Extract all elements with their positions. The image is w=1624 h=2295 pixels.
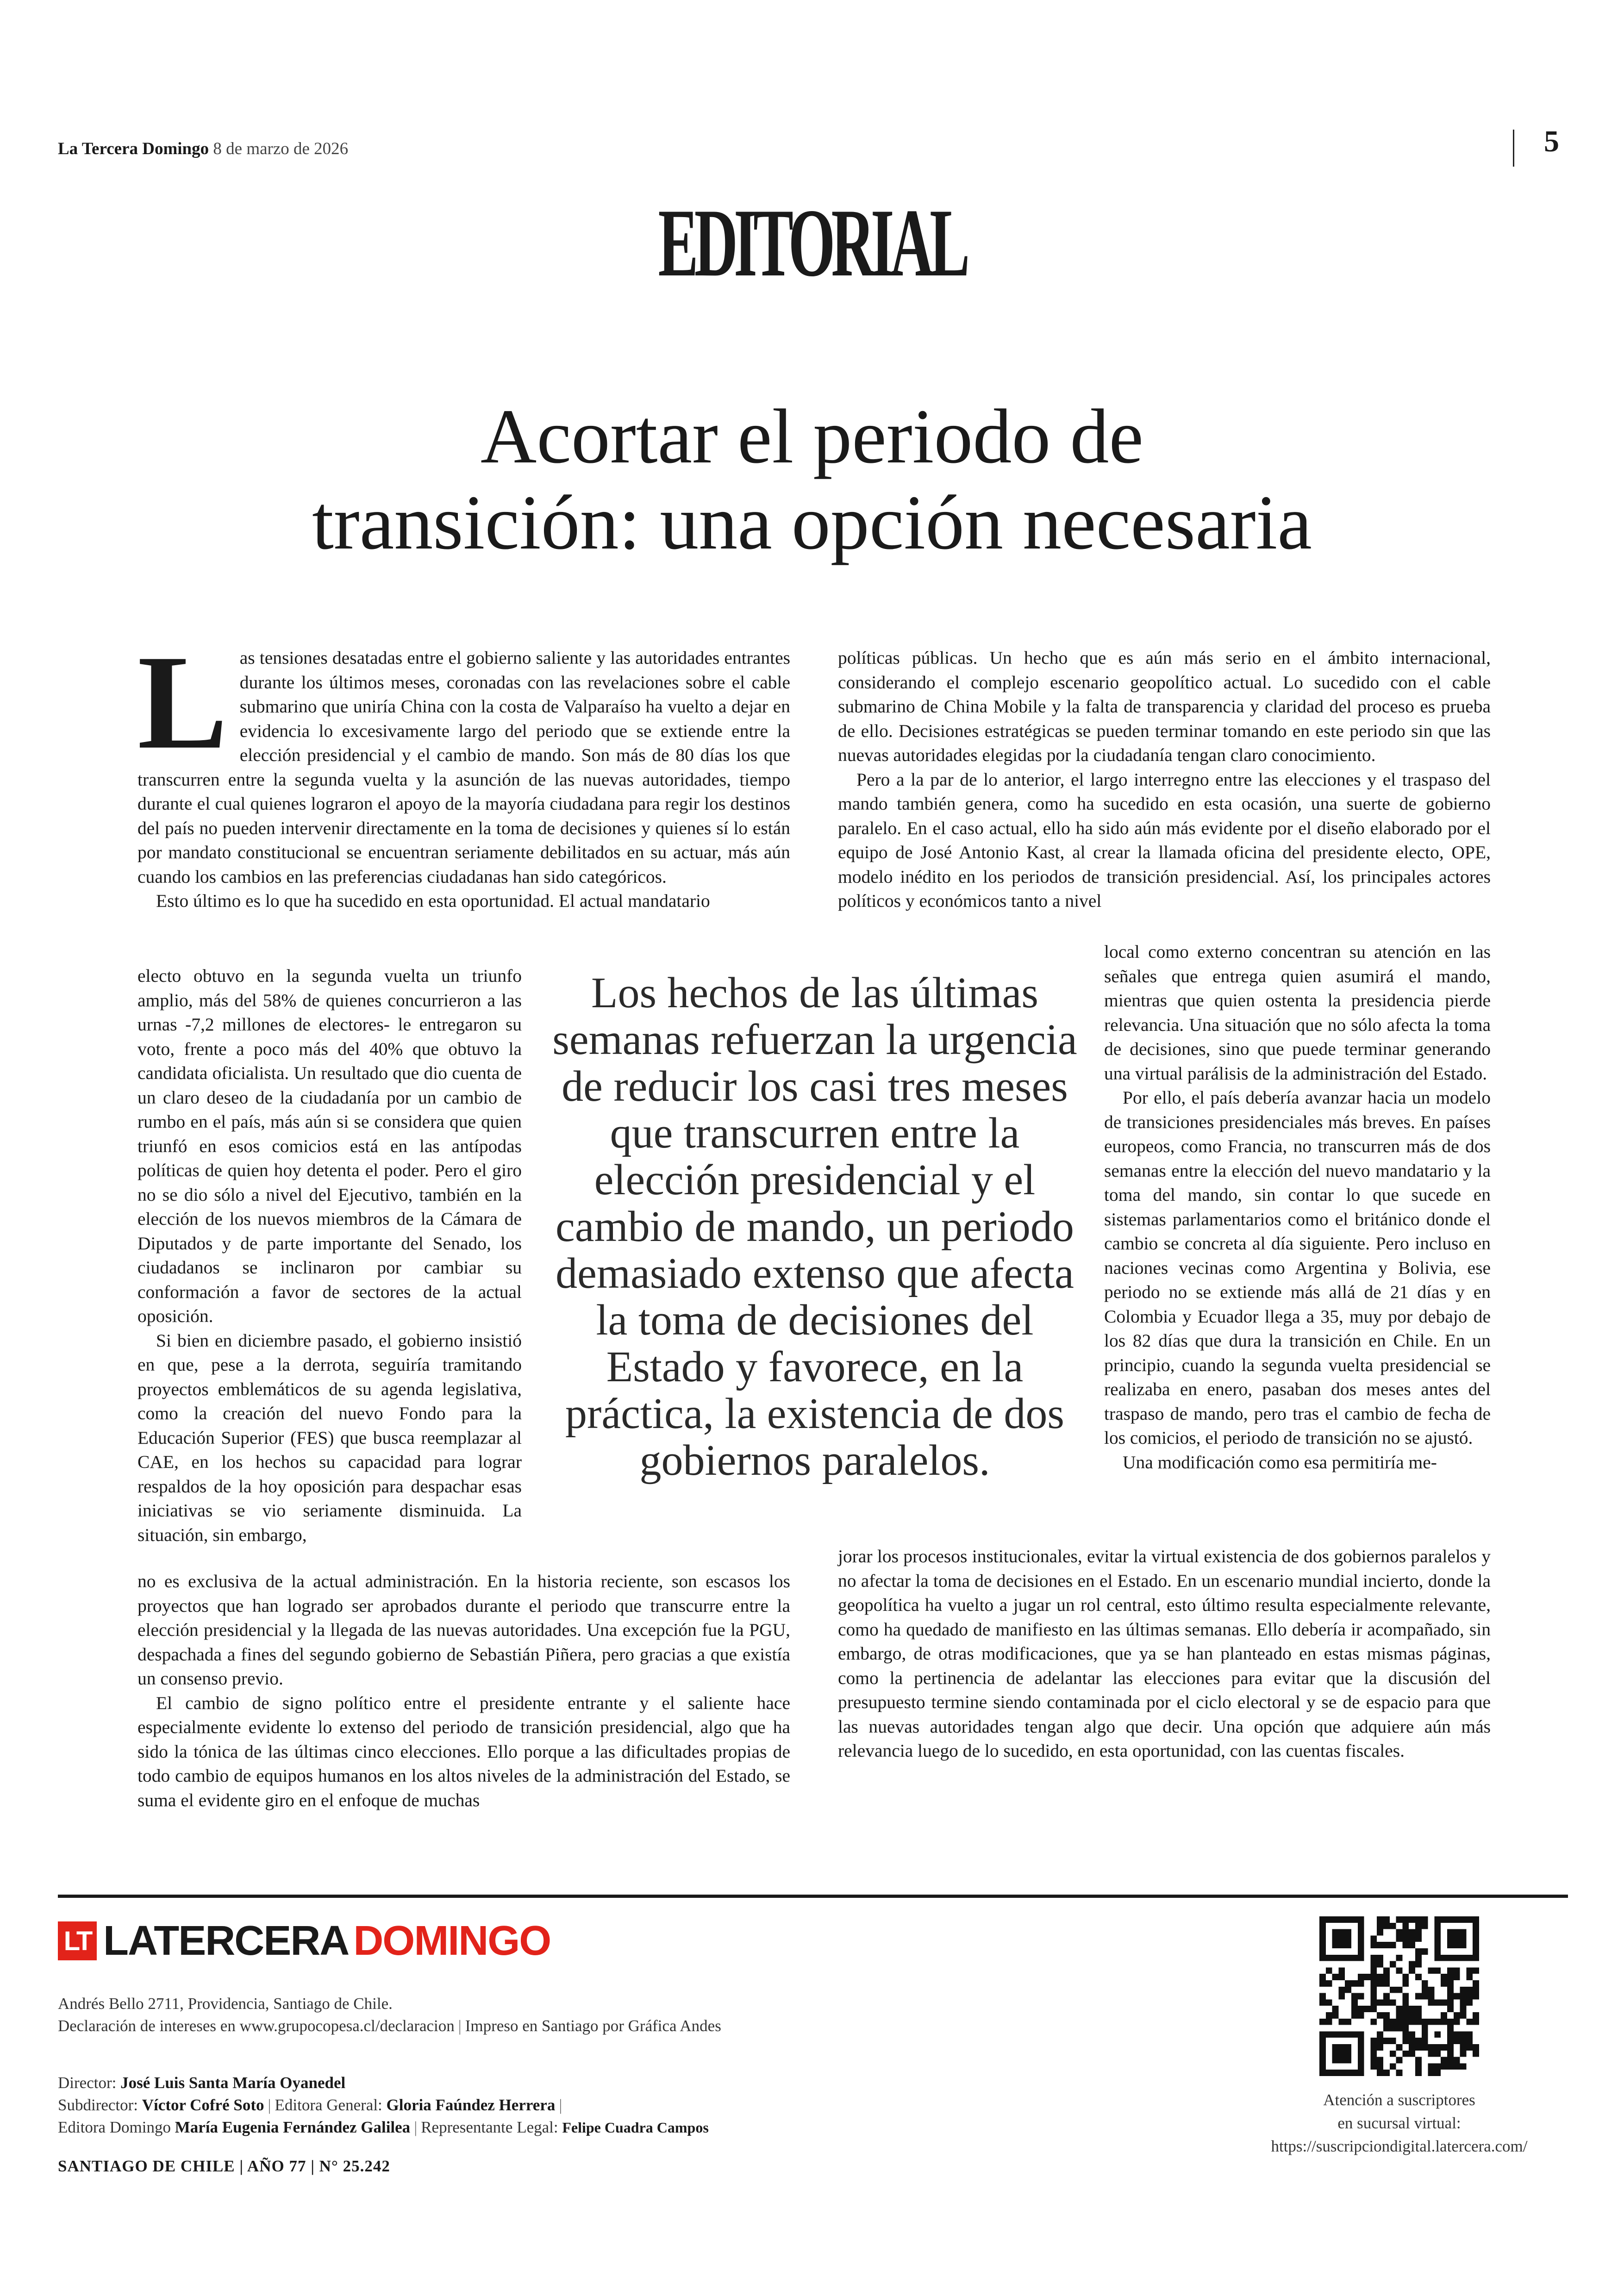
paragraph-1: Las tensiones desatadas entre el gobierno saliente y las autoridades entrantes durante los últimos meses, coronadas con las revelaciones sobre el cable submarino que uniría China con la costa de Valparaíso ha vuelto a dejar en evidencia lo excesivamente largo del periodo que se extiende entre la elección presidencial y el cambio de mando. Son más de 80 días los que transcurren entre la segunda vuelta y la asunción de las nuevas autoridades, tiempo durante el cual quienes lograron el apoyo de la mayoría ciudadana para regir los destinos del país no pueden intervenir directamente en la toma de decisiones y quienes sí lo están por mandato constitucional se encuentran seriamente debilitados en su actuar, más aún cuando los cambios en las preferencias ciudadanas han sido categóricos. (137, 628, 790, 887)
paragraph-2: Esto último es lo que ha sucedido en esta oportunidad. El actual mandatario (156, 891, 710, 911)
subscriber-note-line-2: en sucursal virtual: (1337, 2114, 1461, 2132)
director-name: José Luis Santa María Oyanedel (120, 2074, 346, 2092)
editora-domingo-name: María Eugenia Fernández Galilea (175, 2118, 411, 2136)
article-headline (139, 393, 1485, 566)
imprint-staff-block (58, 2072, 709, 2139)
logo-edition: DOMINGO (353, 1917, 551, 1964)
article-column-right-bottom (838, 1544, 1491, 1763)
paragraph-3: Si bien en diciembre pasado, el gobierno insistió en que, pese a la derrota, seguiría tramitando proyectos emblemáticos de su agenda legislativa, como la creación del nuevo Fondo para la Educación Superior (FES) que busca reemplazar al CAE, en los hechos su capacidad para lograr respaldos de la hoy oposición para despachar esas iniciativas se vio seriamente disminuida. La situación, sin embargo, (137, 1330, 522, 1545)
editora-general-name: Gloria Faúndez Herrera (386, 2096, 556, 2114)
headline-line-2: transición: una opción necesaria (312, 480, 1312, 566)
footer-divider (58, 1895, 1568, 1898)
article-column-right-top (838, 646, 1491, 913)
declaration-line: Declaración de intereses en www.grupocopesa.cl/declaracion | Impreso en Santiago por Gráfica Andes (58, 2017, 721, 2035)
subscriber-note (1213, 2089, 1586, 2158)
logo-name: LATERCERA (103, 1917, 349, 1964)
representante-legal-name: Felipe Cuadra Campos (562, 2119, 709, 2136)
page-number: 5 (1544, 125, 1559, 158)
headline-line-1: Acortar el periodo de (480, 393, 1144, 480)
paragraph-2-continued: electo obtuvo en la segunda vuelta un triunfo amplio, más del 58% de quienes concurrieron a las urnas -7,2 millones de electores- le entregaron su voto, frente a poco más del 40% que obtuvo la candidata oficialista. Un resultado que dio cuenta de un claro deseo de la ciudadanía por un cambio de rumbo en el país, más aún si se considera que quien triunfó en esos comicios está en las antípodas políticas de quien hoy detenta el poder. Pero el giro no se dio sólo a nivel del Ejecutivo, también en la elección de los nuevos miembros de la Cámara de Diputados y de parte importante del Senado, los ciudadanos se inclinaron por cambiar su conformación a favor de sectores de la actual oposición. (137, 966, 522, 1326)
article-column-left-bottom (137, 1569, 790, 1812)
article-column-right-middle (1104, 940, 1491, 1474)
paragraph-7-continued: jorar los procesos institucionales, evitar la virtual existencia de dos gobiernos paralelos y no afectar la toma de decisiones en el Estado. En un escenario mundial incierto, donde la geopolítica ha vuelto a jugar un rol central, esto último resulta especialmente relevante, como ha quedado de manifiesto en las últimas semanas. Ello debería ir acompañado, sin embargo, de otras modificaciones, que ya se han planteado en estas mismas páginas, como la pertinencia de adelantar las elecciones para evitar que la discusión del presupuesto termine siendo contaminada por el ciclo electoral y se de espacio para que las nuevas autoridades tengan algo que decir. Una opción que adquiere aún más relevancia luego de lo sucedido, en esta oportunidad, con las cuentas fiscales. (838, 1546, 1491, 1761)
address: Andrés Bello 2711, Providencia, Santiago de Chile. (58, 1995, 393, 2013)
paragraph-5: Pero a la par de lo anterior, el largo interregno entre las elecciones y el traspaso del mando también genera, como ha sucedido en esta ocasión, una suerte de gobierno paralelo. En el caso actual, ello ha sido aún más evidente por el diseño elaborado por el equipo de José Antonio Kast, al crear la llamada oficina del presidente electo, OPE, modelo inédito en los periodos de transición presidencial. Así, los principales actores políticos y económicos tanto a nivel (838, 769, 1491, 911)
paragraph-7: Una modificación como esa permitiría me- (1123, 1452, 1437, 1472)
page-header (58, 139, 348, 159)
qr-code-icon[interactable] (1319, 1916, 1479, 2076)
paragraph-6: Por ello, el país debería avanzar hacia un modelo de transiciones presidenciales más breves. En países europeos, como Francia, no transcurren más de dos semanas entre la elección del nuevo mandatario y la toma del mando, sin contar lo que sucede en sistemas parlamentarios como el británico donde el cambio se concreta al día siguiente. Pero incluso en naciones vecinas como Argentina y Bolivia, ese periodo no se extiende más allá de 21 días y en Colombia y Ecuador llega a 35, muy por debajo de los 82 días que dura la transición en Chile. En un principio, cuando la segunda vuelta presidencial se realizaba en enero, pasaban dos meses antes del traspaso de mando, pero tras el cambio de fecha de los comicios, el periodo de transición no se ajustó. (1104, 1087, 1491, 1448)
imprint-address-block (58, 1993, 721, 2037)
pull-quote: Los hechos de las últimas semanas refuerzan la urgencia de reducir los casi tres meses que transcurren entre la elección presidencial y el cambio de mando, un periodo demasiado extenso que afecta la toma de decisiones del Estado y favorece, en la práctica, la existencia de dos gobiernos paralelos. (552, 969, 1077, 1484)
article-column-left-middle (137, 964, 522, 1547)
dropcap: L (137, 628, 228, 777)
declaration-link: Declaración de intereses en www.grupocopesa.cl/declaracion (58, 2017, 455, 2035)
director-line: Director: José Luis Santa María Oyanedel (58, 2074, 346, 2092)
section-title: EDITORIAL (658, 189, 966, 297)
paragraph-4-continued: políticas públicas. Un hecho que es aún más serio en el ámbito internacional, considerando el complejo escenario geopolítico actual. Lo sucedido con el cable submarino de China Mobile y la falta de transparencia y claridad del proceso es prueba de ello. Decisiones estratégicas se pueden terminar tomando en este periodo sin que las nuevas autoridades elegidas por la ciudadanía tengan claro conocimiento. (838, 648, 1491, 765)
publication-name: La Tercera Domingo (58, 139, 209, 158)
subdirector-line: Subdirector: Víctor Cofré Soto | Editora General: Gloria Faúndez Herrera | (58, 2096, 562, 2114)
paragraph-3-continued: no es exclusiva de la actual administración. En la historia reciente, son escasos los proyectos que han logrado ser aprobados durante el periodo que transcurre entre la elección presidencial y la llegada de las nuevas autoridades. Una excepción fue la PGU, despachada a fines del segundo gobierno de Sebastián Piñera, pero gracias a que existía un consenso previo. (137, 1571, 790, 1689)
subscriber-url[interactable]: https://suscripciondigital.latercera.com/ (1271, 2137, 1528, 2155)
masthead-logo (58, 1917, 551, 1964)
subdirector-name: Víctor Cofré Soto (142, 2096, 264, 2114)
editora-domingo-line: Editora Domingo María Eugenia Fernández Galilea | Representante Legal: Felipe Cuadra Campos (58, 2118, 709, 2136)
header-divider (1513, 130, 1514, 167)
logo-mark: LT (58, 1921, 97, 1960)
subscriber-note-line-1: Atención a suscriptores (1323, 2091, 1475, 2109)
article-column-left-top (137, 628, 790, 913)
edition-info: SANTIAGO DE CHILE | AÑO 77 | N° 25.242 (58, 2157, 390, 2175)
paragraph-4: El cambio de signo político entre el presidente entrante y el saliente hace especialmente evidente lo extenso del periodo de transición presidencial, algo que ha sido la tónica de las últimas cinco elecciones. Ello porque a las dificultades propias de todo cambio de equipos humanos en los altos niveles de la administración del Estado, se suma el evidente giro en el enfoque de muchas (137, 1692, 790, 1810)
paragraph-5-continued: local como externo concentran su atención en las señales que entrega quien asumirá el mando, mientras que quien ostenta la presidencia pierde relevancia. Una situación que no sólo afecta la toma de decisiones, sino que puede terminar generando una virtual parálisis de la administración del Estado. (1104, 942, 1491, 1084)
printer-info: Impreso en Santiago por Gráfica Andes (465, 2017, 721, 2035)
publication-date: 8 de marzo de 2026 (213, 139, 349, 158)
